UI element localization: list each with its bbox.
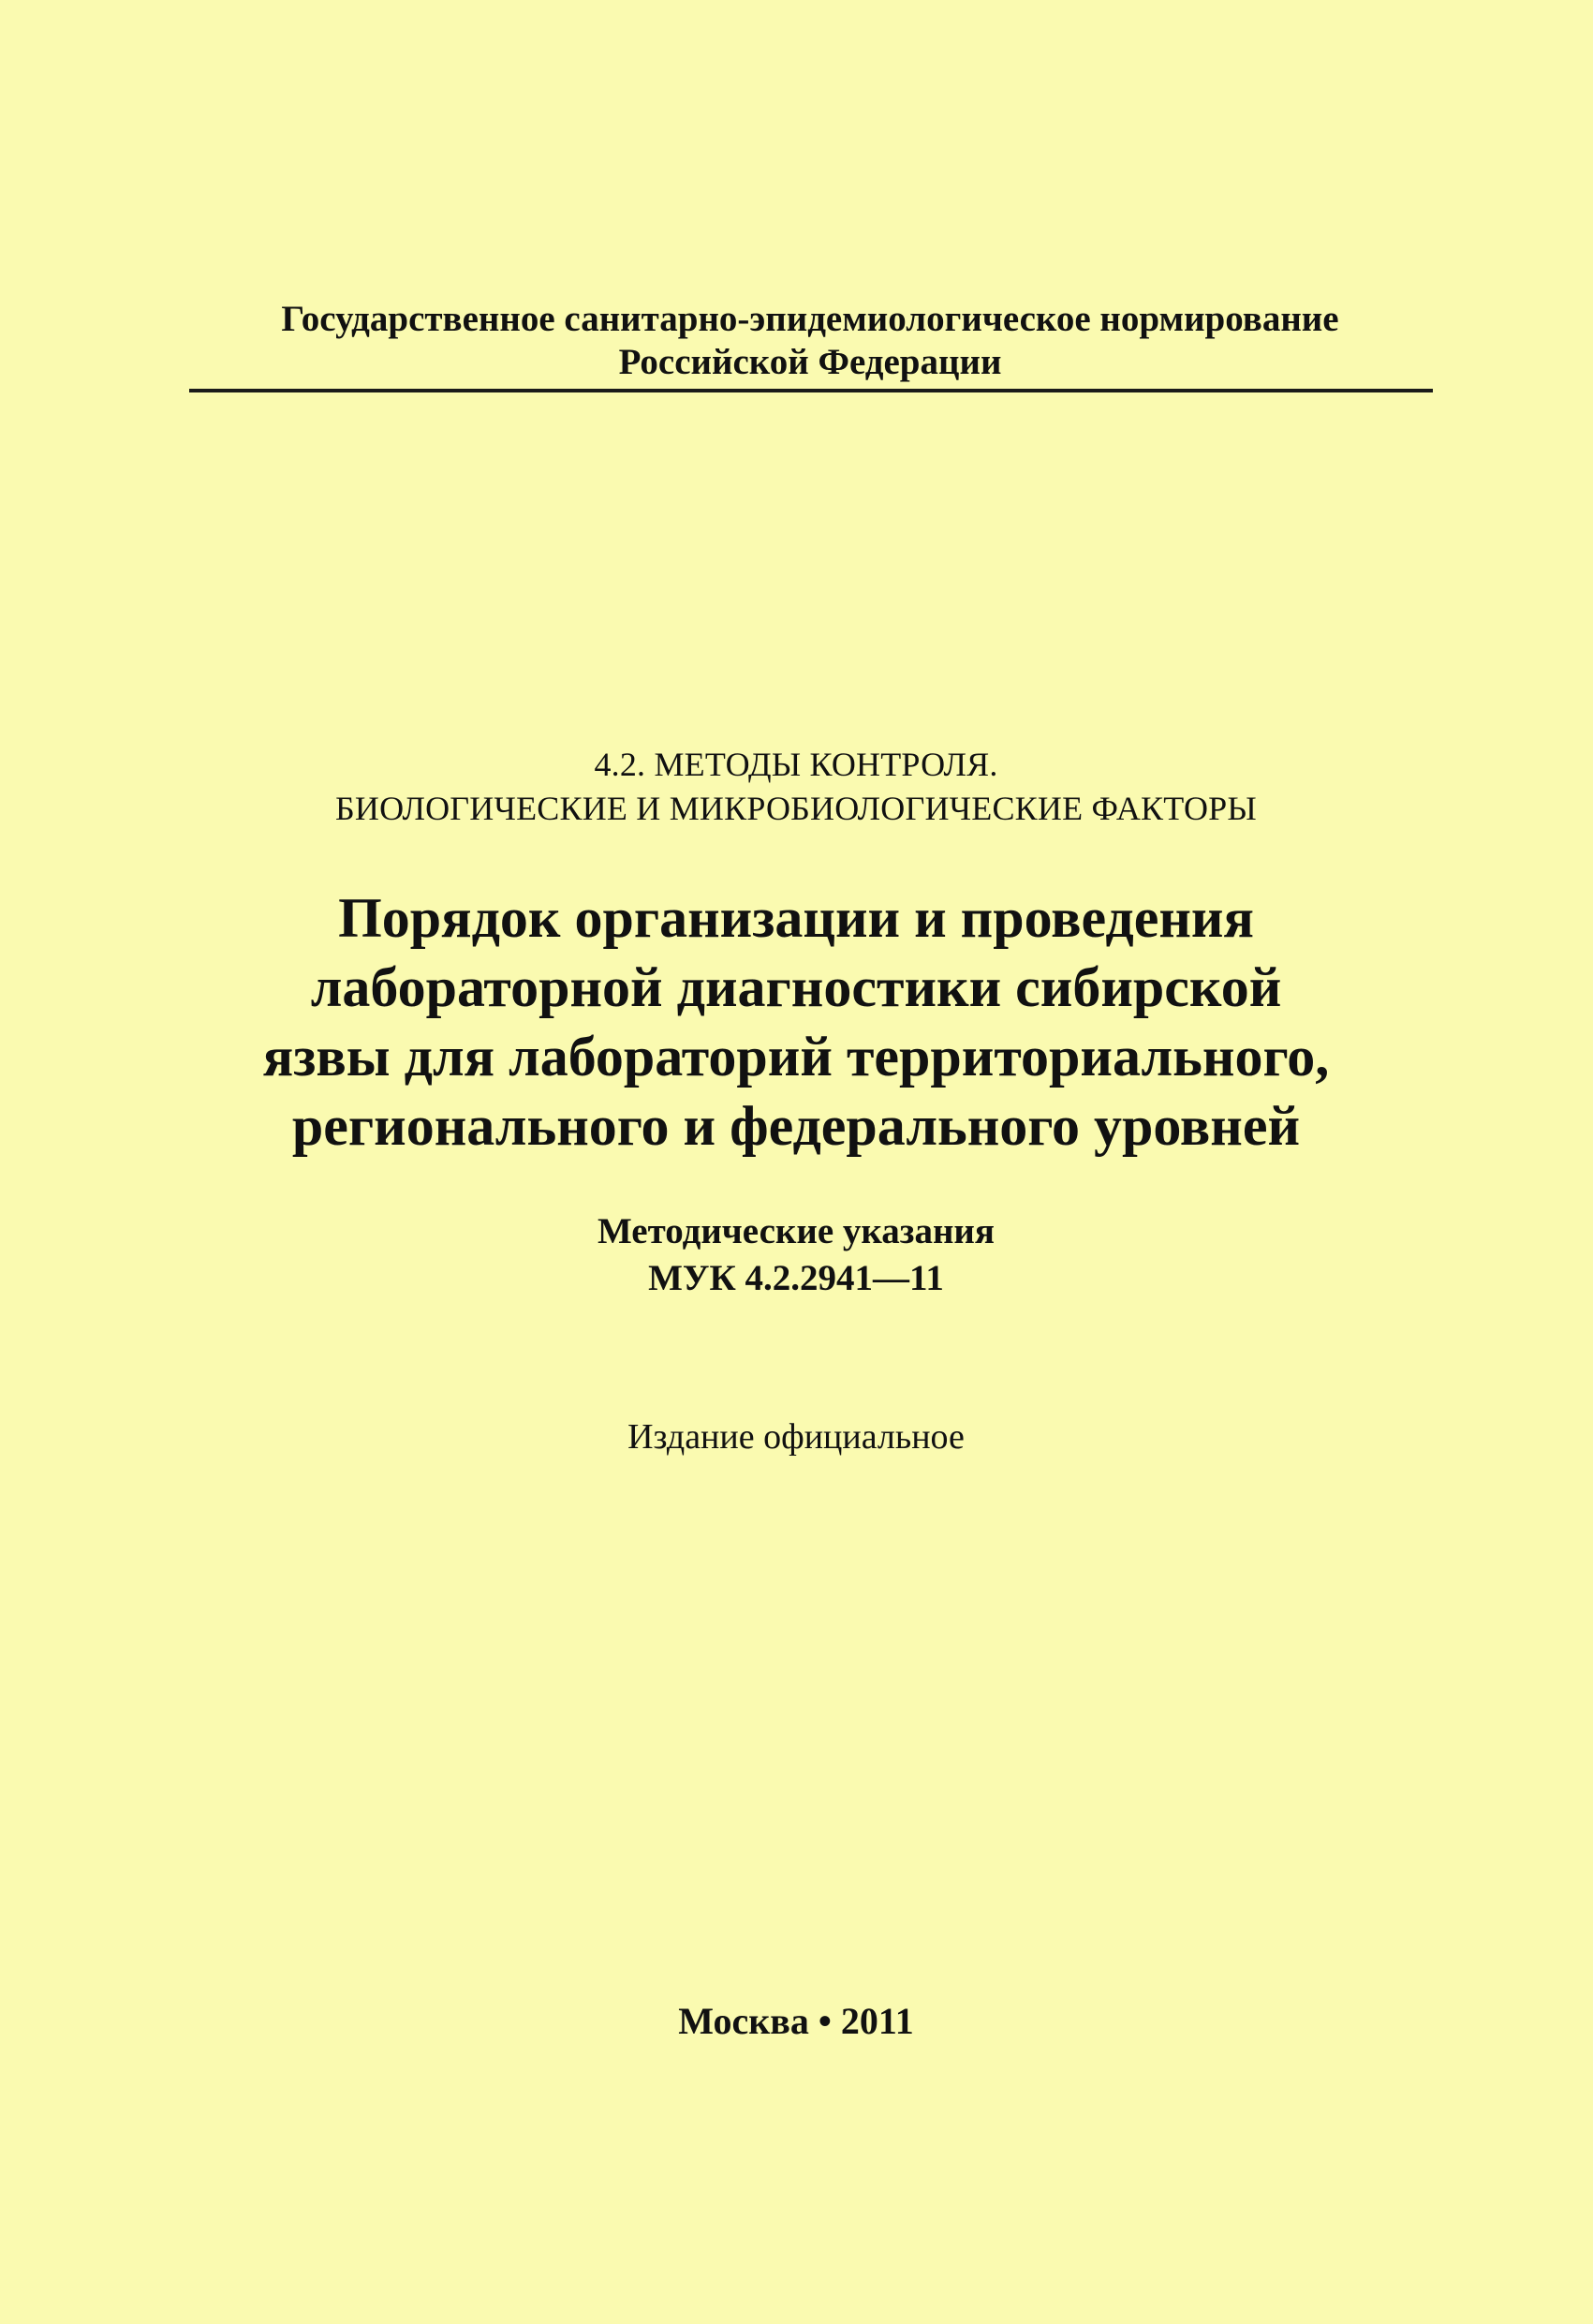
document-code: МУК 4.2.2941—11 (648, 1258, 944, 1298)
title-line-1: Порядок организации и проведения (338, 887, 1254, 949)
edition-note (281, 1414, 1311, 1459)
section-line-1: 4.2. МЕТОДЫ КОНТРОЛЯ. (594, 746, 998, 783)
issuing-authority-header (187, 298, 1433, 384)
title-line-3: язвы для лабораторий территориального, (262, 1026, 1330, 1088)
section-heading (234, 743, 1358, 831)
document-title (187, 883, 1405, 1161)
publication-place-year (281, 1998, 1311, 2045)
document-type-block (281, 1208, 1311, 1302)
edition-text: Издание официальное (627, 1417, 965, 1457)
header-line-2: Российской Федерации (618, 342, 1002, 382)
header-divider (189, 389, 1433, 392)
title-line-2: лабораторной диагностики сибирской (310, 956, 1282, 1018)
footer-text: Москва • 2011 (678, 2000, 914, 2042)
header-line-1: Государственное санитарно-эпидемиологическое нормирование (281, 299, 1339, 339)
section-line-2: БИОЛОГИЧЕСКИЕ И МИКРОБИОЛОГИЧЕСКИЕ ФАКТОРЫ (335, 790, 1257, 827)
document-type-label: Методические указания (597, 1211, 995, 1251)
title-line-4: регионального и федерального уровней (291, 1095, 1301, 1157)
